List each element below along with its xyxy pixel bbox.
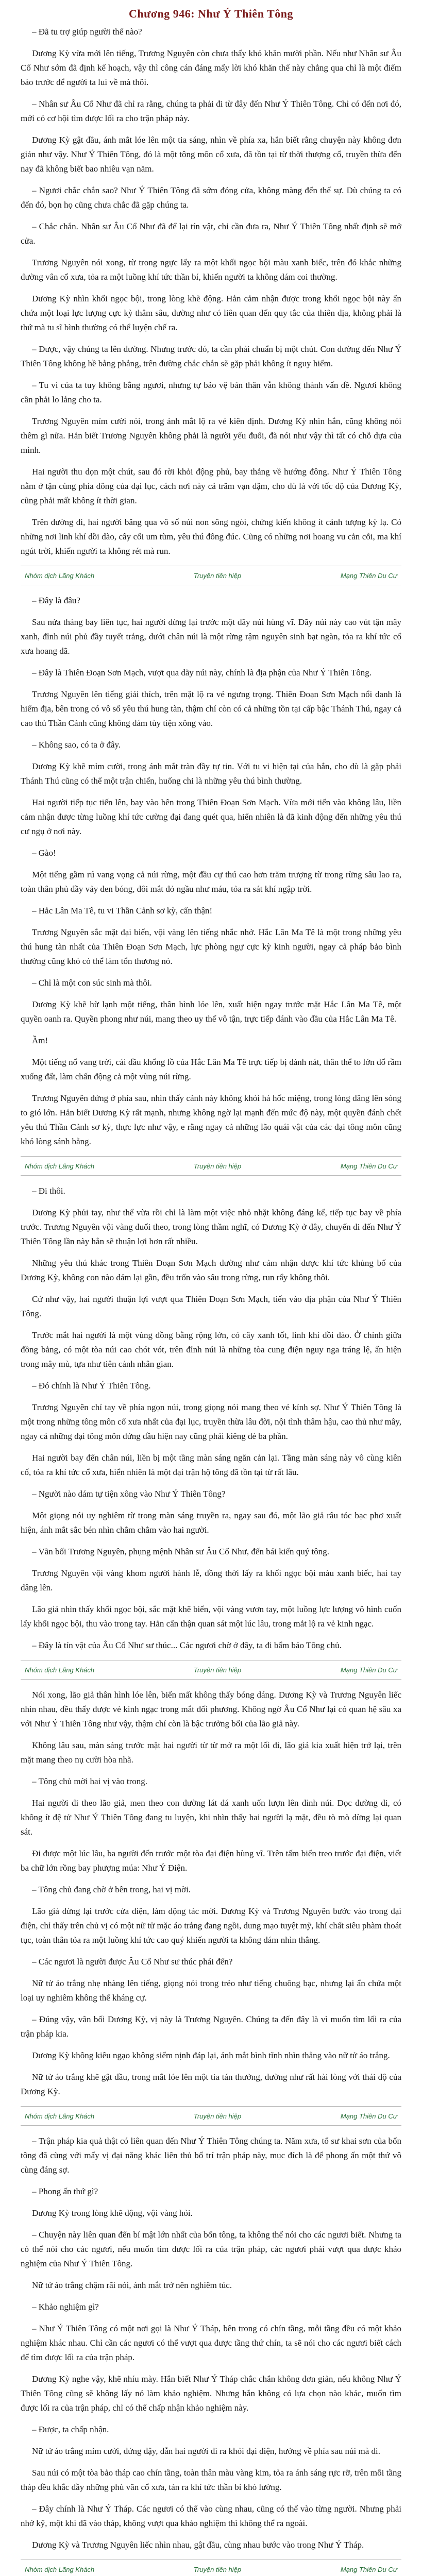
text-segment xyxy=(21,1688,401,2099)
paragraph: – Đây là Thiên Đoạn Sơn Mạch, vượt qua dãy núi này, chính là địa phận của Như Ý Thiên Tông. xyxy=(32,668,372,677)
paragraph: Nữ tử áo trắng chậm rãi nói, ánh mắt trở nên nghiêm túc. xyxy=(32,2280,232,2290)
paragraph: – Được, ta chấp nhận. xyxy=(32,2425,109,2434)
paragraph: – Đã tu trợ giúp người thế nào? xyxy=(32,27,142,37)
paragraph: – Tông chủ đang chờ ở bên trong, hai vị mời. xyxy=(32,1885,191,1894)
paragraph: – Phong ấn thứ gì? xyxy=(32,2187,98,2196)
paragraph: Dương Kỳ nghe vậy, khẽ nhíu mày. Hắn biết Như Ý Tháp chắc chắn không đơn giản, nếu không Như Ý Thiên Tông cũng sẽ không lấy nó làm khảo nghiệm. Nhưng hắn không có lựa chọn nào khác, muốn tìm được lối ra của trận pháp, chỉ có thể chấp nhận khảo nghiệm này. xyxy=(21,2374,401,2413)
divider-center-label: Truyện tiên hiệp xyxy=(193,571,242,580)
paragraph: Cứ như vậy, hai người thuận lợi vượt qua Thiên Đoạn Sơn Mạch, tiến vào địa phận của Như Ý Thiên Tông. xyxy=(21,1294,401,1318)
paragraph: – Người nào dám tự tiện xông vào Như Ý Thiên Tông? xyxy=(32,1489,226,1499)
divider-left-label: Nhóm dịch Lãng Khách xyxy=(25,1666,95,1674)
divider-right-label: Mạng Thiên Du Cư xyxy=(340,571,397,580)
paragraph: – Tu vi của ta tuy không bằng ngươi, nhưng tự bảo vệ bản thân vẫn không thành vấn đề. Ngươi không cần phải lo lắng cho ta. xyxy=(21,380,401,404)
paragraph: – Đó chính là Như Ý Thiên Tông. xyxy=(32,1381,151,1391)
paragraph: Trương Nguyên mỉm cười nói, trong ánh mắt lộ ra vẻ kiên định. Dương Kỳ nhìn hắn, cũng không nói thêm gì nữa. Hắn biết Trương Nguyên không phải là người yếu đuối, đã nói như vậy thì tất có chỗ dựa của mình. xyxy=(21,416,401,455)
paragraph: – Được, vậy chúng ta lên đường. Nhưng trước đó, ta cần phải chuẩn bị một chút. Con đường đến Như Ý Thiên Tông không hề bằng phẳng, trên đường chắc chắn sẽ gặp phải không ít nguy hiểm. xyxy=(21,344,401,368)
paragraph: Dương Kỳ khẽ mỉm cười, trong ánh mắt tràn đầy tự tin. Với tu vi hiện tại của hắn, cho dù là gặp phải Thánh Thú cũng có thể một trận chiến, huống chi là những yêu thú bình thường. xyxy=(21,761,401,786)
divider-left-label: Nhóm dịch Lãng Khách xyxy=(25,1162,95,1170)
paragraph: Dương Kỳ gật đầu, ánh mắt lóe lên một tia sáng, nhìn về phía xa, hắn biết rằng chuyện này không đơn giản như vậy. Như Ý Thiên Tông, đó là một tông môn cổ xưa, đã tồn tại từ thời thượng cổ, truyền thừa đến nay đã không biết bao nhiêu vạn năm. xyxy=(21,135,401,174)
divider-right-label: Mạng Thiên Du Cư xyxy=(340,2112,397,2120)
paragraph: Sau núi có một tòa bảo tháp cao chín tầng, toàn thân màu vàng kim, tỏa ra ánh sáng rực rỡ, trên mỗi tầng tháp đều khắc đầy những phù văn cổ xưa, tản ra khí tức thần bí khó lường. xyxy=(21,2468,401,2492)
paragraph: Ầm! xyxy=(32,1036,48,1045)
paragraph: – Ngươi chắc chắn sao? Như Ý Thiên Tông đã sớm đóng cửa, không màng đến thế sự. Dù chúng ta có đến đó, bọn họ cũng chưa chắc đã gặp chúng ta. xyxy=(21,185,401,210)
paragraph: Một tiếng nổ vang trời, cái đầu khổng lồ của Hắc Lân Ma Tê trực tiếp bị đánh nát, thân thể to lớn đổ rầm xuống đất, làm chấn động cả một vùng núi rừng. xyxy=(21,1057,401,1081)
paragraph: – Hắc Lân Ma Tê, tu vi Thần Cảnh sơ kỳ, cẩn thận! xyxy=(32,906,213,916)
divider-center-label: Truyện tiên hiệp xyxy=(193,1666,242,1674)
paragraph: – Không sao, có ta ở đây. xyxy=(32,740,121,750)
text-segment xyxy=(21,594,401,1149)
paragraph: Dương Kỳ không kiêu ngạo không siểm nịnh đáp lại, ánh mắt bình tĩnh nhìn thẳng vào nữ tử áo trắng. xyxy=(32,2050,390,2060)
paragraph: Dương Kỳ trong lòng khẽ động, vội vàng hỏi. xyxy=(32,2208,193,2218)
paragraph: Nữ tử áo trắng mỉm cười, đứng dậy, dẫn hai người đi ra khỏi đại điện, hướng về phía sau núi mà đi. xyxy=(32,2446,381,2456)
watermark-divider xyxy=(21,1660,401,1680)
text-segment xyxy=(21,25,401,558)
paragraph: Lão giả nhìn thấy khối ngọc bội, sắc mặt khẽ biến, vội vàng vươn tay, một luồng lực lượng vô hình cuốn lấy khối ngọc bội, thu vào trong tay. Hắn cẩn thận quan sát một lúc lâu, trong mắt lộ ra vẻ kinh ngạc. xyxy=(21,1604,401,1629)
paragraph: Nữ tử áo trắng khẽ gật đầu, trong mắt lóe lên một tia tán thưởng, dường như rất hài lòng với thái độ của Dương Kỳ. xyxy=(21,2072,401,2096)
paragraph: – Chỉ là một con súc sinh mà thôi. xyxy=(32,978,152,988)
paragraph: – Đi thôi. xyxy=(32,1186,65,1196)
paragraph: Hai người tiếp tục tiến lên, bay vào bên trong Thiên Đoạn Sơn Mạch. Vừa mới tiến vào không lâu, liền cảm nhận được từng luồng khí tức cường đại đang quét qua, hiển nhiên là đã kinh động đến những yêu thú cư ngụ ở nơi này. xyxy=(21,798,401,836)
divider-right-label: Mạng Thiên Du Cư xyxy=(340,2565,397,2573)
paragraph: Nữ tử áo trắng nhẹ nhàng lên tiếng, giọng nói trong trẻo như tiếng chuông bạc, nhưng lại ẩn chứa một loại uy nghiêm không thể kháng cự. xyxy=(21,1978,401,2003)
paragraph: – Khảo nghiệm gì? xyxy=(32,2302,99,2312)
paragraph: – Gào! xyxy=(32,848,56,858)
paragraph: Trương Nguyên vội vàng khom người hành lễ, đồng thời lấy ra khối ngọc bội màu xanh biếc, hai tay dâng lên. xyxy=(21,1568,401,1592)
watermark-divider xyxy=(21,2106,401,2126)
paragraph: Trước mắt hai người là một vùng đồng bằng rộng lớn, cỏ cây xanh tốt, linh khí dồi dào. Ở chính giữa đồng bằng, có một tòa núi cao chót vót, trên đỉnh núi là những tòa cung điện nguy nga tráng lệ, ẩn hiện trong mây mù, tựa như tiên cảnh nhân gian. xyxy=(21,1330,401,1369)
paragraph: Trương Nguyên sắc mặt đại biến, vội vàng lên tiếng nhắc nhở. Hắc Lân Ma Tê là một trong những yêu thú hung tàn nhất của Thiên Đoạn Sơn Mạch, lực phòng ngự cực kỳ kinh người, ngay cả pháp bảo bình thường cũng khó có thể làm tổn thương nó. xyxy=(21,927,401,966)
watermark-divider xyxy=(21,566,401,585)
paragraph: Không lâu sau, màn sáng trước mặt hai người từ từ mở ra một lối đi, lão giả kia xuất hiện trở lại, trên mặt mang theo nụ cười hòa nhã. xyxy=(21,1740,401,1765)
paragraph: – Đúng vậy, vãn bối Dương Kỳ, vị này là Trương Nguyên. Chúng ta đến đây là vì muốn tìm lối ra của trận pháp kia. xyxy=(21,2014,401,2039)
paragraph: Trên đường đi, hai người băng qua vô số núi non sông ngòi, chứng kiến không ít cảnh tượng kỳ lạ. Có những nơi linh khí dồi dào, cây cối um tùm, yêu thú đông đúc. Cũng có những nơi hoang vu cằn cỗi, ma khí ngút trời, khiến người ta không rét mà run. xyxy=(21,517,401,556)
paragraph: – Đây là tín vật của Âu Cổ Như sư thúc... Các ngươi chờ ở đây, ta đi bẩm báo Tông chủ. xyxy=(32,1640,342,1650)
paragraph: – Nhân sư Âu Cổ Như đã chỉ ra rằng, chúng ta phải đi từ đây đến Như Ý Thiên Tông. Chỉ có đến nơi đó, mới có cơ hội tìm được lối ra cho trận pháp này. xyxy=(21,99,401,123)
chapter-header xyxy=(0,0,422,25)
divider-left-label: Nhóm dịch Lãng Khách xyxy=(25,2112,95,2120)
paragraph: – Đây chính là Như Ý Tháp. Các ngươi có thể vào cùng nhau, cũng có thể vào từng người. Nhưng phải nhớ kỹ, một khi đã vào tháp, không vượt qua khảo nghiệm thì không thể ra ngoài. xyxy=(21,2504,401,2528)
paragraph: Dương Kỳ nhìn khối ngọc bội, trong lòng khẽ động. Hắn cảm nhận được trong khối ngọc bội này ẩn chứa một loại lực lượng cực kỳ thâm sâu, dường như có liên quan đến quy tắc của thiên địa, không phải là thứ mà tu sĩ bình thường có thể luyện chế ra. xyxy=(21,294,401,332)
paragraph: Hai người bay đến chân núi, liền bị một tầng màn sáng ngăn cản lại. Tầng màn sáng này vô cùng kiên cố, tỏa ra khí tức cổ xưa, hiển nhiên là một đại trận hộ tông đã tồn tại từ rất lâu. xyxy=(21,1453,401,1477)
divider-left-label: Nhóm dịch Lãng Khách xyxy=(25,571,95,580)
paragraph: Hai người thu dọn một chút, sau đó rời khỏi động phủ, bay thẳng về hướng đông. Như Ý Thiên Tông nằm ở tận cùng phía đông của đại lục, cách nơi này cả trăm vạn dặm, cho dù là với tốc độ của Dương Kỳ, cũng phải mất không ít thời gian. xyxy=(21,467,401,505)
paragraph: Dương Kỳ khẽ hừ lạnh một tiếng, thân hình lóe lên, xuất hiện ngay trước mặt Hắc Lân Ma Tê, một quyền oanh ra. Quyền phong như núi, mang theo uy thế vô tận, trực tiếp đánh vào đầu của Hắc Lân Ma Tê. xyxy=(21,999,401,1024)
text-segment xyxy=(21,1184,401,1653)
paragraph: Trương Nguyên nói xong, từ trong ngực lấy ra một khối ngọc bội màu xanh biếc, trên đó khắc những đường vân cổ xưa, tỏa ra một luồng khí tức thần bí, khiến người ta không dám coi thường. xyxy=(21,258,401,282)
divider-left-label: Nhóm dịch Lãng Khách xyxy=(25,2565,95,2573)
paragraph: – Như Ý Thiên Tông có một nơi gọi là Như Ý Tháp, bên trong có chín tầng, mỗi tầng đều có một khảo nghiệm khác nhau. Chỉ cần các ngươi có thể vượt qua được tầng thứ chín, ta sẽ nói cho các ngươi biết cách để tìm được lối ra của trận pháp. xyxy=(21,2324,401,2362)
paragraph: – Chắc chắn. Nhân sư Âu Cổ Như đã để lại tín vật, chỉ cần đưa ra, Như Ý Thiên Tông nhất định sẽ mở cửa. xyxy=(21,222,401,246)
paragraph: – Chuyện này liên quan đến bí mật lớn nhất của bổn tông, ta không thể nói cho các ngươi biết. Nhưng ta có thể nói cho các ngươi, nếu muốn tìm được lối ra của trận pháp, các ngươi phải vượt qua được khảo nghiệm của Như Ý Thiên Tông. xyxy=(21,2230,401,2268)
paragraph: Một tiếng gầm rú vang vọng cả núi rừng, một đầu cự thú cao hơn trăm trượng từ trong rừng sâu lao ra, toàn thân phủ đầy vảy đen bóng, đôi mắt đỏ ngầu như máu, tỏa ra sát khí ngập trời. xyxy=(21,870,401,894)
paragraph: Hai người đi theo lão giả, men theo con đường lát đá xanh uốn lượn lên đỉnh núi. Dọc đường đi, có không ít đệ tử Như Ý Thiên Tông đang tu luyện, khi nhìn thấy hai người lạ mặt, đều tò mò dừng lại quan sát. xyxy=(21,1798,401,1837)
divider-right-label: Mạng Thiên Du Cư xyxy=(340,1162,397,1170)
paragraph: Trương Nguyên chỉ tay về phía ngọn núi, trong giọng nói mang theo vẻ kính sợ. Như Ý Thiên Tông là một trong những tông môn cổ xưa nhất của đại lục, truyền thừa lâu đời, nội tình thâm hậu, cao thủ như mây, ngay cả những đại tông môn đứng đầu hiện nay cũng phải kiêng dè ba phần. xyxy=(21,1402,401,1441)
paragraph: – Đây là đâu? xyxy=(32,596,80,605)
paragraph: Đi được một lúc lâu, ba người đến trước một tòa đại điện hùng vĩ. Trên tấm biển treo trước đại điện, viết ba chữ lớn rồng bay phượng múa: Như Ý Điện. xyxy=(21,1849,401,1873)
paragraph: Nói xong, lão giả thân hình lóe lên, biến mất không thấy bóng dáng. Dương Kỳ và Trương Nguyên liếc nhìn nhau, đều thấy được vẻ kinh ngạc trong mắt đối phương. Không ngờ Âu Cổ Như lại có quan hệ sâu xa với Như Ý Thiên Tông như vậy, thậm chí còn là bậc trưởng bối của lão giả này. xyxy=(21,1690,401,1728)
paragraph: – Trận pháp kia quả thật có liên quan đến Như Ý Thiên Tông chúng ta. Năm xưa, tổ sư khai sơn của bổn tông đã cùng với mấy vị đại năng khác liên thủ bố trí trận pháp này, mục đích là để phong ấn một thứ vô cùng đáng sợ. xyxy=(21,2136,401,2175)
chapter-title: Chương 946: Như Ý Thiên Tông xyxy=(129,7,293,20)
divider-center-label: Truyện tiên hiệp xyxy=(193,2565,242,2573)
divider-right-label: Mạng Thiên Du Cư xyxy=(340,1666,397,1674)
divider-center-label: Truyện tiên hiệp xyxy=(193,1162,242,1170)
paragraph: Trương Nguyên đứng ở phía sau, nhìn thấy cảnh này không khỏi há hốc miệng, trong lòng dâng lên sóng to gió lớn. Hắn biết Dương Kỳ rất mạnh, nhưng không ngờ lại mạnh đến mức độ này, một quyền đánh chết yêu thú Thần Cảnh sơ kỳ, thực lực như vậy, e rằng ngay cả những lão quái vật của các đại tông môn cũng khó lòng sánh bằng. xyxy=(21,1093,401,1146)
paragraph: Trương Nguyên lên tiếng giải thích, trên mặt lộ ra vẻ ngưng trọng. Thiên Đoạn Sơn Mạch nổi danh là hiểm địa, bên trong có vô số yêu thú hung tàn, thậm chí còn có cả những tồn tại cấp bậc Thánh Thú, ngay cả cao thủ Thần Cảnh cũng không dám tùy tiện xông vào. xyxy=(21,689,401,728)
paragraph: Sau nửa tháng bay liên tục, hai người dừng lại trước một dãy núi hùng vĩ. Dãy núi này cao vút tận mây xanh, đỉnh núi phủ đầy tuyết trắng, dưới chân núi là một rừng rậm nguyên sinh bạt ngàn, tỏa ra khí tức cổ xưa hoang dã. xyxy=(21,617,401,656)
paragraph: – Tông chủ mời hai vị vào trong. xyxy=(32,1776,147,1786)
chapter-body xyxy=(0,25,422,2576)
paragraph: Lão giả dừng lại trước cửa điện, làm động tác mời. Dương Kỳ và Trương Nguyên bước vào trong đại điện, chỉ thấy trên chủ vị có một nữ tử mặc áo trắng đang ngồi, dung mạo tuyệt mỹ, khí chất siêu phàm thoát tục, toàn thân tỏa ra một luồng khí tức cao quý khiến người ta không dám nhìn thẳng. xyxy=(21,1906,401,1945)
watermark-divider xyxy=(21,1156,401,1176)
paragraph: Dương Kỳ vừa mới lên tiếng, Trương Nguyên còn chưa thấy khó khăn mười phần. Nếu như Nhân sư Âu Cổ Như sớm đã định kế hoạch, vậy thì công cán đáng mấy lời khó khăn thế này chẳng qua chỉ là một điểm báo trước để người ta lui về mà thôi. xyxy=(21,48,401,87)
text-segment xyxy=(21,2134,401,2552)
paragraph: Dương Kỳ phủi tay, như thể vừa rồi chỉ là làm một việc nhỏ nhặt không đáng kể, tiếp tục bay về phía trước. Trương Nguyên vội vàng đuổi theo, trong lòng thầm nghĩ, có Dương Kỳ ở đây, chuyến đi đến Như Ý Thiên Tông lần này hẳn sẽ thuận lợi hơn rất nhiều. xyxy=(21,1208,401,1246)
paragraph: Những yêu thú khác trong Thiên Đoạn Sơn Mạch dường như cảm nhận được khí tức khủng bố của Dương Kỳ, không con nào dám lại gần, đều trốn vào sâu trong rừng, run rẩy không thôi. xyxy=(21,1258,401,1282)
paragraph: – Các ngươi là người được Âu Cổ Như sư thúc phái đến? xyxy=(32,1957,233,1967)
watermark-divider xyxy=(21,2560,401,2576)
paragraph: Dương Kỳ và Trương Nguyên liếc nhìn nhau, gật đầu, cùng nhau bước vào trong Như Ý Tháp. xyxy=(32,2540,364,2550)
paragraph: – Vãn bối Trương Nguyên, phụng mệnh Nhân sư Âu Cổ Như, đến bái kiến quý tông. xyxy=(32,1547,329,1556)
divider-center-label: Truyện tiên hiệp xyxy=(193,2112,242,2120)
paragraph: Một giọng nói uy nghiêm từ trong màn sáng truyền ra, ngay sau đó, một lão giả râu tóc bạc phơ xuất hiện, ánh mắt sắc bén nhìn chằm chằm vào hai người. xyxy=(21,1511,401,1535)
